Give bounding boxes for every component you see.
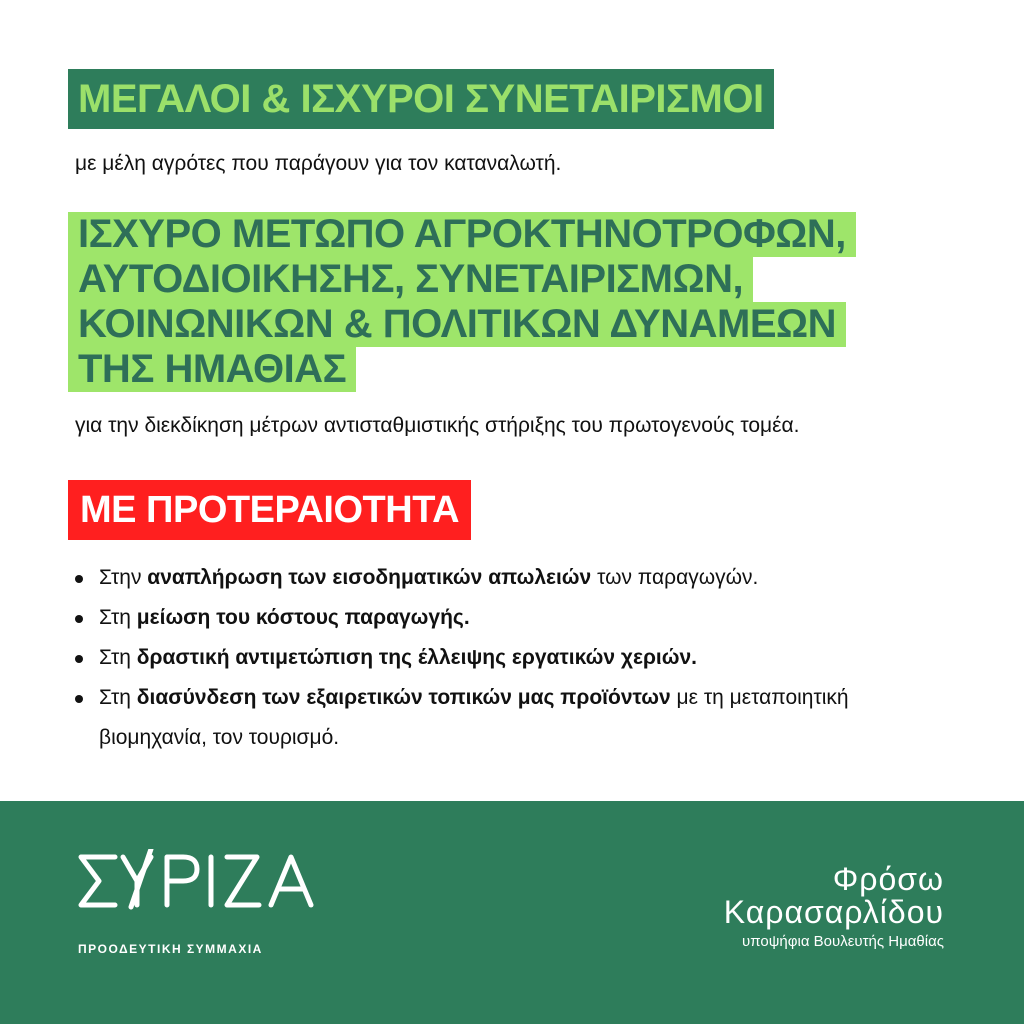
item-prefix: Στη xyxy=(99,686,137,709)
subtitle-front: για την διεκδίκηση μέτρων αντισταθμιστικής στήριξης του πρωτογενούς τομέα. xyxy=(75,414,800,437)
item-bold: δραστική αντιμετώπιση της έλλειψης εργατικών χεριών. xyxy=(136,646,698,669)
item-prefix: Στη xyxy=(99,606,137,629)
heading-front-line-4: ΤΗΣ ΗΜΑΘΙΑΣ xyxy=(68,347,356,392)
item-suffix: των παραγωγών. xyxy=(591,566,759,589)
heading-front-line-3: ΚΟΙΝΩΝΙΚΩΝ & ΠΟΛΙΤΙΚΩΝ ΔΥΝΑΜΕΩΝ xyxy=(68,302,846,347)
item-bold: διασύνδεση των εξαιρετικών τοπικών μας προϊόντων xyxy=(136,686,671,709)
bullet-dot-icon xyxy=(75,615,83,623)
item-suffix: με τη μεταποιητική βιομηχανία, τον τουρισμό. xyxy=(99,686,849,749)
item-bold: αναπλήρωση των εισοδηματικών απωλειών xyxy=(147,566,592,589)
syriza-logo xyxy=(75,849,335,913)
logo-subtitle: ΠΡΟΟΔΕΥΤΙΚΗ ΣΥΜΜΑΧΙΑ xyxy=(78,942,263,956)
item-prefix: Στην xyxy=(99,566,148,589)
heading-front-block xyxy=(68,212,856,392)
bullet-dot-icon xyxy=(75,575,83,583)
item-bold: μείωση του κόστους παραγωγής. xyxy=(136,606,470,629)
subtitle-cooperatives: με μέλη αγρότες που παράγουν για τον καταναλωτή. xyxy=(75,152,562,175)
candidate-role: υποψήφια Βουλευτής Ημαθίας xyxy=(742,933,944,950)
priority-item-income xyxy=(75,558,955,598)
priority-item-cost xyxy=(75,598,955,638)
heading-cooperatives: ΜΕΓΑΛΟΙ & ΙΣΧΥΡΟΙ ΣΥΝΕΤΑΙΡΙΣΜΟΙ xyxy=(68,69,774,129)
heading-front-line-2: ΑΥΤΟΔΙΟΙΚΗΣΗΣ, ΣΥΝΕΤΑΙΡΙΣΜΩΝ, xyxy=(68,257,753,302)
heading-front-line-1: ΙΣΧΥΡΟ ΜΕΤΩΠΟ ΑΓΡΟΚΤΗΝΟΤΡΟΦΩΝ, xyxy=(68,212,856,257)
item-prefix: Στη xyxy=(99,646,137,669)
priority-list xyxy=(75,558,955,758)
bullet-dot-icon xyxy=(75,695,83,703)
bullet-dot-icon xyxy=(75,655,83,663)
candidate-first-name: Φρόσω xyxy=(832,861,944,897)
candidate-last-name: Καρασαρλίδου xyxy=(723,894,944,930)
priority-item-labor xyxy=(75,638,955,678)
footer-banner xyxy=(0,801,1024,1024)
priority-item-products xyxy=(75,678,955,758)
heading-priority: ΜΕ ΠΡΟΤΕΡΑΙΟΤΗΤΑ xyxy=(68,480,471,540)
candidate-signature xyxy=(724,863,944,953)
